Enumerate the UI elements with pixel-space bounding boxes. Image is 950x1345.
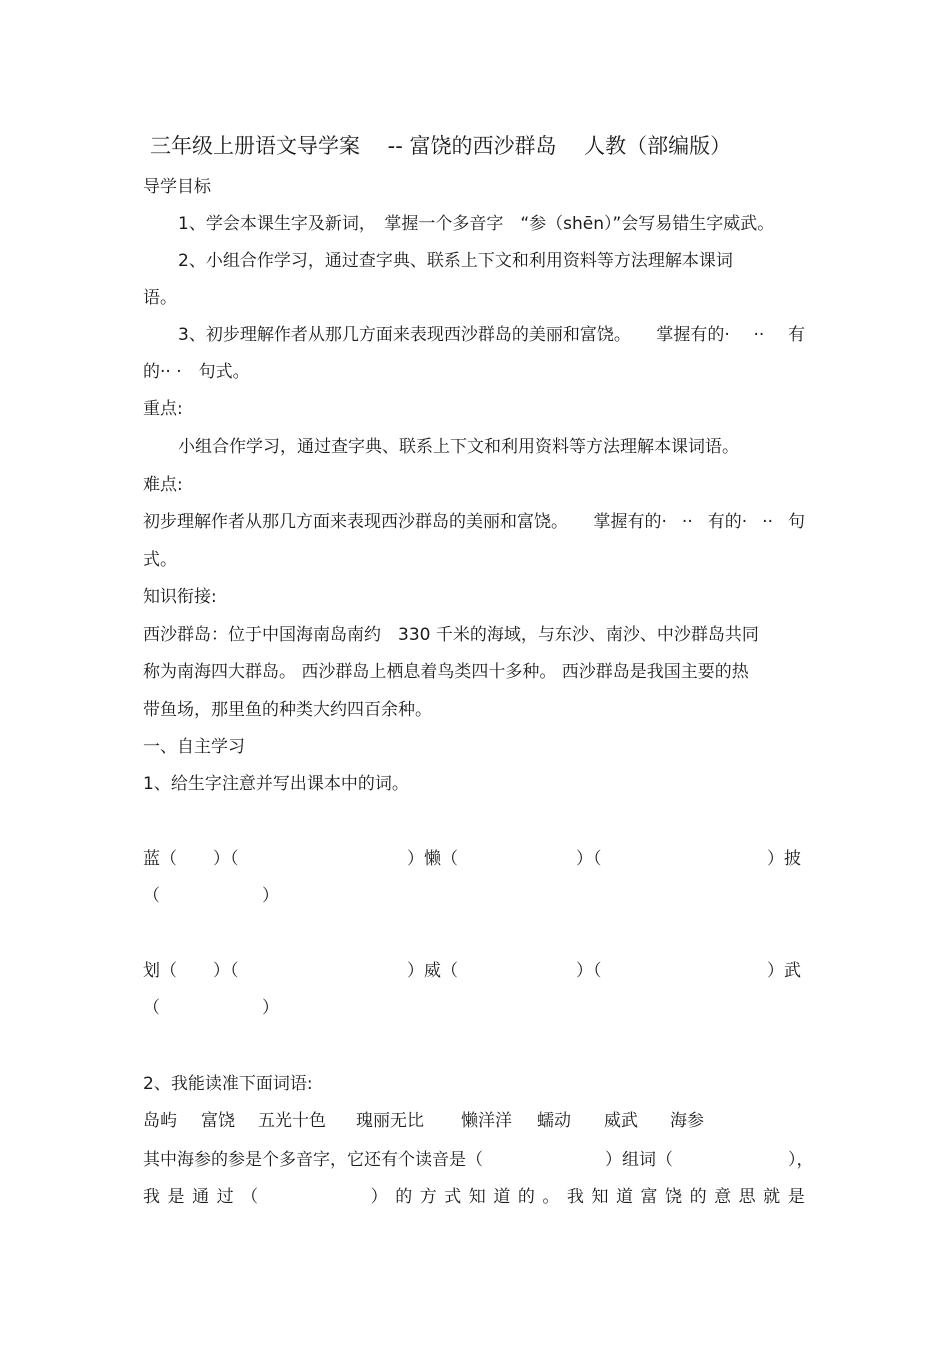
char[interactable]: ） — [370, 1187, 388, 1207]
word: 威武 — [604, 1111, 638, 1131]
objective-1: 1、学会本课生字及新词， 掌握一个多音字 “参（shēn）”会写易错生字威武。 — [178, 214, 775, 234]
char-blank[interactable]: ）（ — [576, 849, 602, 869]
char: 的 — [517, 1187, 535, 1207]
char-blank[interactable]: ）（ — [213, 961, 239, 981]
char: 知 — [591, 1187, 609, 1207]
text-segment: ·· — [762, 512, 773, 532]
char: 就 — [763, 1187, 781, 1207]
word: 蠕动 — [537, 1111, 571, 1131]
word: 海参 — [670, 1111, 704, 1131]
char: 我 — [143, 1187, 160, 1207]
char[interactable]: （ — [241, 1187, 259, 1207]
question-1: 1、给生字注意并写出课本中的词。 — [143, 774, 409, 794]
objective-2-line2: 语。 — [143, 288, 177, 308]
objective-3-line2: 的·· · 句式。 — [143, 362, 250, 382]
char: 饶 — [665, 1187, 683, 1207]
char: 意 — [714, 1187, 732, 1207]
difficulties-line2: 式。 — [143, 550, 177, 570]
text-segment: ·· — [681, 512, 693, 532]
question-2: 2、我能读准下面词语: — [143, 1074, 313, 1094]
text-segment: 有 — [788, 325, 805, 345]
knowledge-line1: 西沙群岛：位于中国海南岛南约 330 千米的海域，与东沙、南沙、中沙群岛共同 — [143, 625, 759, 645]
char: 过 — [216, 1187, 234, 1207]
fill-row-1 — [143, 849, 805, 969]
section1-heading: 一、自主学习 — [143, 737, 245, 757]
char-blank[interactable]: 划（ — [143, 961, 177, 981]
char-blank[interactable]: ）（ — [576, 961, 602, 981]
fill-row-2 — [143, 961, 805, 1081]
knowledge-line3: 带鱼场，那里鱼的种类大约四百余种。 — [143, 700, 432, 720]
text-segment: 有的· — [707, 512, 748, 532]
difficulties-line1 — [143, 512, 805, 532]
word: 富饶 — [201, 1111, 235, 1131]
knowledge-heading: 知识衔接: — [143, 587, 217, 607]
text-segment: ·· — [753, 325, 765, 345]
word: 岛屿 — [143, 1111, 177, 1131]
char-blank[interactable]: 蓝（ — [143, 849, 177, 869]
char-blank[interactable]: ）（ — [213, 849, 239, 869]
knowledge-line2: 称为南海四大群岛。 西沙群岛上栖息着鸟类四十多种。 西沙群岛是我国主要的热 — [143, 662, 749, 682]
text-segment: 其中海参的参是个多音字，它还有个读音是（ — [143, 1150, 483, 1170]
objective-3-line1 — [178, 325, 805, 345]
objective-2-line1: 2、小组合作学习，通过查字典、联系上下文和利用资料等方法理解本课词 — [178, 251, 733, 271]
char-blank[interactable]: ）懒（ — [407, 849, 458, 869]
char: 的 — [689, 1187, 707, 1207]
char: 是 — [787, 1187, 805, 1207]
char: 式 — [444, 1187, 462, 1207]
document-title: 三年级上册语文导学案 -- 富饶的西沙群岛 人教（部编版） — [150, 134, 732, 158]
char: 我 — [566, 1187, 584, 1207]
word: 懒洋洋 — [461, 1111, 512, 1131]
char: 道 — [493, 1187, 511, 1207]
char: 的 — [395, 1187, 413, 1207]
char: 富 — [640, 1187, 658, 1207]
difficulties-heading: 难点: — [143, 475, 183, 495]
char: 是 — [167, 1187, 185, 1207]
char: 道 — [615, 1187, 633, 1207]
char: 通 — [192, 1187, 210, 1207]
question-2-line2 — [143, 1187, 805, 1207]
char: 思 — [738, 1187, 756, 1207]
key-points-text: 小组合作学习，通过查字典、联系上下文和利用资料等方法理解本课词语。 — [178, 437, 739, 457]
word: 瑰丽无比 — [356, 1111, 424, 1131]
char: 。 — [542, 1187, 560, 1207]
word: 五光十色 — [258, 1111, 326, 1131]
key-points-heading: 重点: — [143, 399, 183, 419]
char-blank[interactable]: ）威（ — [407, 961, 458, 981]
text-segment: 3、初步理解作者从那几方面来表现西沙群岛的美丽和富饶。 掌握有的· — [178, 325, 730, 345]
char: 方 — [419, 1187, 437, 1207]
text-segment: 句 — [788, 512, 805, 532]
char: 知 — [468, 1187, 486, 1207]
fill-row-1-cont[interactable]: （ ） — [143, 886, 279, 906]
char-label: ）披 — [767, 849, 801, 869]
fill-row-2-cont[interactable]: （ ） — [143, 998, 279, 1018]
text-segment[interactable]: ）组词（ — [605, 1150, 673, 1170]
objectives-heading: 导学目标 — [143, 177, 211, 197]
text-segment: 初步理解作者从那几方面来表现西沙群岛的美丽和富饶。 掌握有的· — [143, 512, 667, 532]
text-segment[interactable]: ）， — [788, 1150, 814, 1170]
char-label: ）武 — [767, 961, 801, 981]
